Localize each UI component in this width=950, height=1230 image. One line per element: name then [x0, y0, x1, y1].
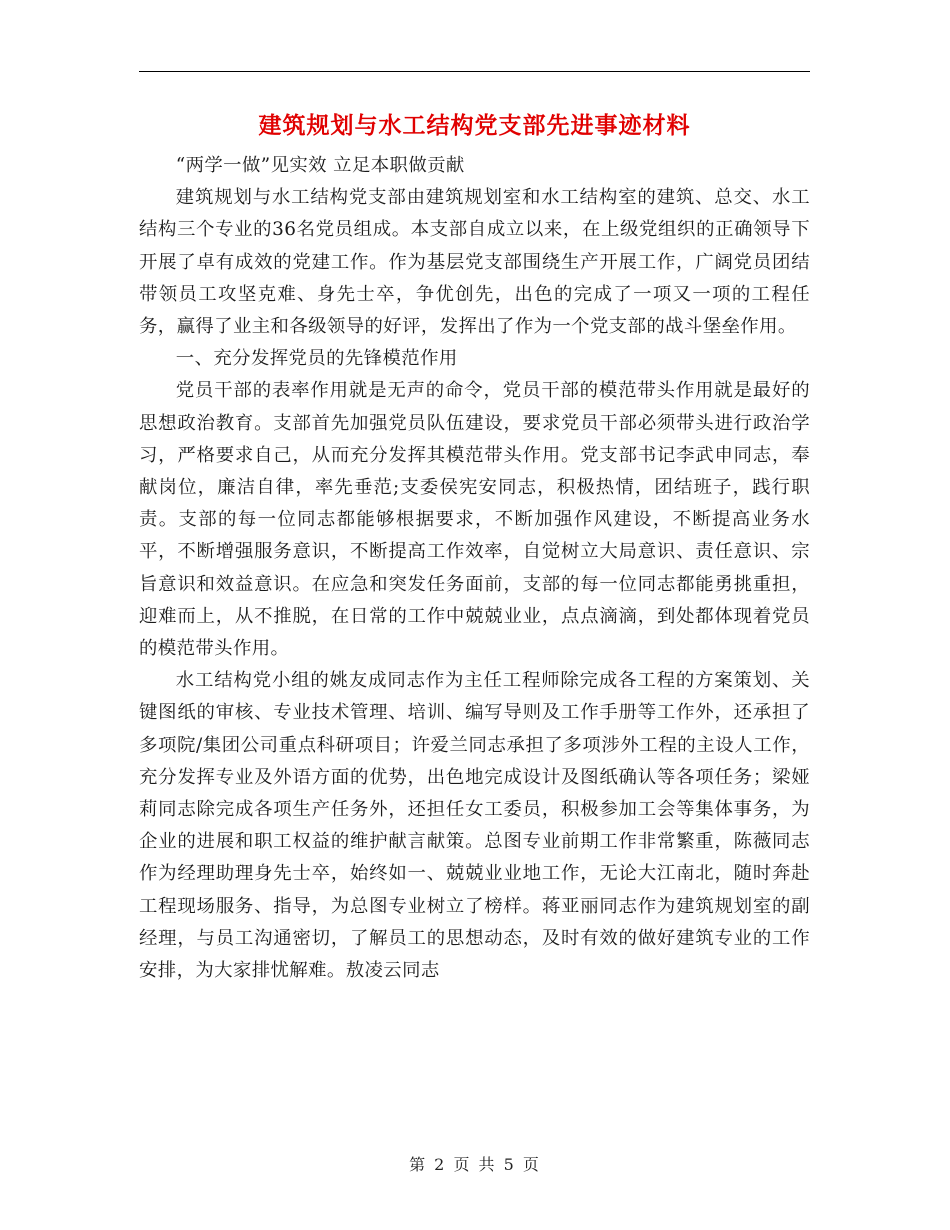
intro-paragraph: 建筑规划与水工结构党支部由建筑规划室和水工结构室的建筑、总交、水工结构三个专业的36名党员组成。本支部自成立以来，在上级党组织的正确领导下开展了卓有成效的党建工作。作为基层党支部围绕生产开展工作，广阔党员团结带领员工攻坚克难、身先士卒，争优创先，出色的完成了一项又一项的工程任务，赢得了业主和各级领导的好评，发挥出了作为一个党支部的战斗堡垒作用。: [139, 187, 810, 338]
section-heading: 一、充分发挥党员的先锋模范作用: [175, 348, 458, 370]
document-title: 建筑规划与水工结构党支部先进事迹材料: [258, 113, 691, 139]
body-paragraph: 党员干部的表率作用就是无声的命令，党员干部的模范带头作用就是最好的思想政治教育。支部首先加强党员队伍建设，要求党员干部必须带头进行政治学习，严格要求自己，从而充分发挥其模范带头作用。党支部书记李武申同志，奉献岗位，廉洁自律，率先垂范;支委侯宪安同志，积极热情，团结班子，践行职责。支部的每一位同志都能够根据要求，不断加强作风建设，不断提高业务水平，不断增强服务意识，不断提高工作效率，自觉树立大局意识、责任意识、宗旨意识和效益意识。在应急和突发任务面前，支部的每一位同志都能勇挑重担，迎难而上，从不推脱，在日常的工作中兢兢业业，点点滴滴，到处都体现着党员的模范带头作用。: [139, 380, 810, 660]
header-rule: [139, 71, 810, 72]
document-body: [139, 150, 810, 987]
body-paragraph: 水工结构党小组的姚友成同志作为主任工程师除完成各工程的方案策划、关键图纸的审核、专业技术管理、培训、编写导则及工作手册等工作外，还承担了多项院/集团公司重点科研项目；许爱兰同志承担了多项涉外工程的主设人工作，充分发挥专业及外语方面的优势，出色地完成设计及图纸确认等各项任务；梁娅莉同志除完成各项生产任务外，还担任女工委员，积极参加工会等集体事务，为企业的进展和职工权益的维护献言献策。总图专业前期工作非常繁重，陈薇同志作为经理助理身先士卒，始终如一、兢兢业业地工作，无论大江南北，随时奔赴工程现场服务、指导，为总图专业树立了榜样。蒋亚丽同志作为建筑规划室的副经理，与员工沟通密切，了解员工的思想动态，及时有效的做好建筑专业的工作安排，为大家排忧解难。敖凌云同志: [139, 670, 810, 982]
subtitle-paragraph: “两学一做”见实效 立足本职做贡献: [175, 155, 465, 176]
page-footer: 第 2 页 共 5 页: [409, 1155, 541, 1174]
